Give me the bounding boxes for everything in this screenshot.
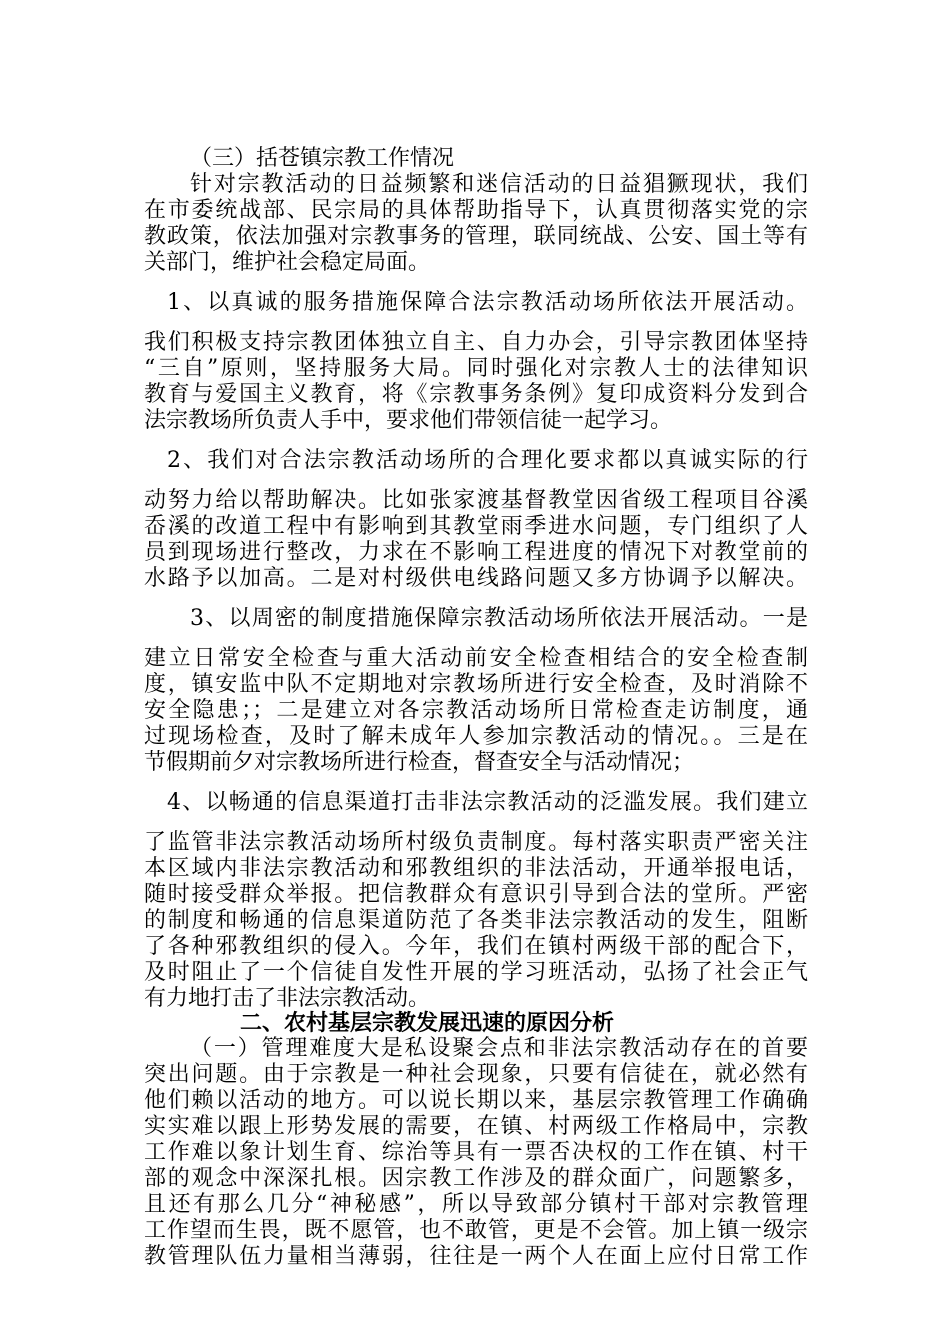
paragraph-line: 部的观念中深深扎根。因宗教工作涉及的群众面广，问题繁多， [144,1166,808,1191]
paragraph-line: 水路予以加高。二是对村级供电线路问题又多方协调予以解决。 [144,566,808,591]
paragraph-line: 了各种邪教组织的侵入。今年，我们在镇村两级干部的配合下， [144,934,808,959]
paragraph-line: 过现场检查，及时了解未成年人参加宗教活动的情况。。三是在 [144,724,808,749]
paragraph-line: 岙溪的改道工程中有影响到其教堂雨季进水问题，专门组织了人 [144,514,808,539]
paragraph-line: 建立日常安全检查与重大活动前安全检查相结合的安全检查制 [144,646,808,671]
paragraph-line: 的制度和畅通的信息渠道防范了各类非法宗教活动的发生，阻断 [144,908,808,933]
paragraph-line: 有力地打击了非法宗教活动。 [144,986,431,1011]
paragraph-line: “三自”原则，坚持服务大局。同时强化对宗教人士的法律知识 [144,356,808,381]
item-heading-2: 2、我们对合法宗教活动场所的合理化要求都以真诚实际的行 [167,448,808,473]
section-heading-kuocang: （三）括苍镇宗教工作情况 [190,146,455,171]
paragraph-line: 本区域内非法宗教活动和邪教组织的非法活动，开通举报电话， [144,856,808,881]
paragraph-line: （一）管理难度大是私设聚会点和非法宗教活动存在的首要 [190,1036,808,1061]
item-heading-1: 1、以真诚的服务措施保障合法宗教活动场所依法开展活动。 [167,290,808,315]
paragraph-line: 随时接受群众举报。把信教群众有意识引导到合法的堂所。严密 [144,882,808,907]
paragraph-line: 教管理队伍力量相当薄弱，往往是一两个人在面上应付日常工作 [144,1244,808,1269]
paragraph-line: 安全隐患；；二是建立对各宗教活动场所日常检查走访制度，通 [144,698,808,723]
paragraph-line: 工作难以象计划生育、综治等具有一票否决权的工作在镇、村干 [144,1140,808,1165]
item-heading-4: 4、以畅通的信息渠道打击非法宗教活动的泛滥发展。我们建立 [167,790,808,815]
paragraph-line: 突出问题。由于宗教是一种社会现象，只要有信徒在，就必然有 [144,1062,808,1087]
paragraph-line: 我们积极支持宗教团体独立自主、自力办会，引导宗教团体坚持 [144,330,808,355]
paragraph-line: 教育与爱国主义教育，将《宗教事务条例》复印成资料分发到合 [144,382,808,407]
paragraph-line: 关部门，维护社会稳定局面。 [144,250,431,275]
paragraph-line: 工作望而生畏，既不愿管，也不敢管，更是不会管。加上镇一级宗 [144,1218,808,1243]
paragraph-line: 法宗教场所负责人手中，要求他们带领信徒一起学习。 [144,408,673,433]
paragraph-line: 针对宗教活动的日益频繁和迷信活动的日益猖獗现状，我们 [190,172,808,197]
paragraph-line: 员到现场进行整改，力求在不影响工程进度的情况下对教堂前的 [144,540,808,565]
paragraph-line: 他们赖以活动的地方。可以说长期以来，基层宗教管理工作确确 [144,1088,808,1113]
paragraph-line: 且还有那么几分“神秘感”，所以导致部分镇村干部对宗教管理 [144,1192,808,1217]
paragraph-line: 实实难以跟上形势发展的需要，在镇、村两级工作格局中，宗教 [144,1114,808,1139]
paragraph-line: 及时阻止了一个信徒自发性开展的学习班活动，弘扬了社会正气 [144,960,808,985]
item-heading-3: 3、以周密的制度措施保障宗教活动场所依法开展活动。一是 [190,606,808,631]
section-heading-two: 二、农村基层宗教发展迅速的原因分析 [240,1010,615,1036]
paragraph-line: 教政策，依法加强对宗教事务的管理，联同统战、公安、国土等有 [144,224,808,249]
paragraph-line: 动努力给以帮助解决。比如张家渡基督教堂因省级工程项目谷溪 [144,488,808,513]
paragraph-line: 度，镇安监中队不定期地对宗教场所进行安全检查，及时消除不 [144,672,808,697]
paragraph-line: 节假期前夕对宗教场所进行检查，督查安全与活动情况； [144,750,695,775]
paragraph-line: 了监管非法宗教活动场所村级负责制度。每村落实职责严密关注 [144,830,808,855]
paragraph-line: 在市委统战部、民宗局的具体帮助指导下，认真贯彻落实党的宗 [144,198,808,223]
